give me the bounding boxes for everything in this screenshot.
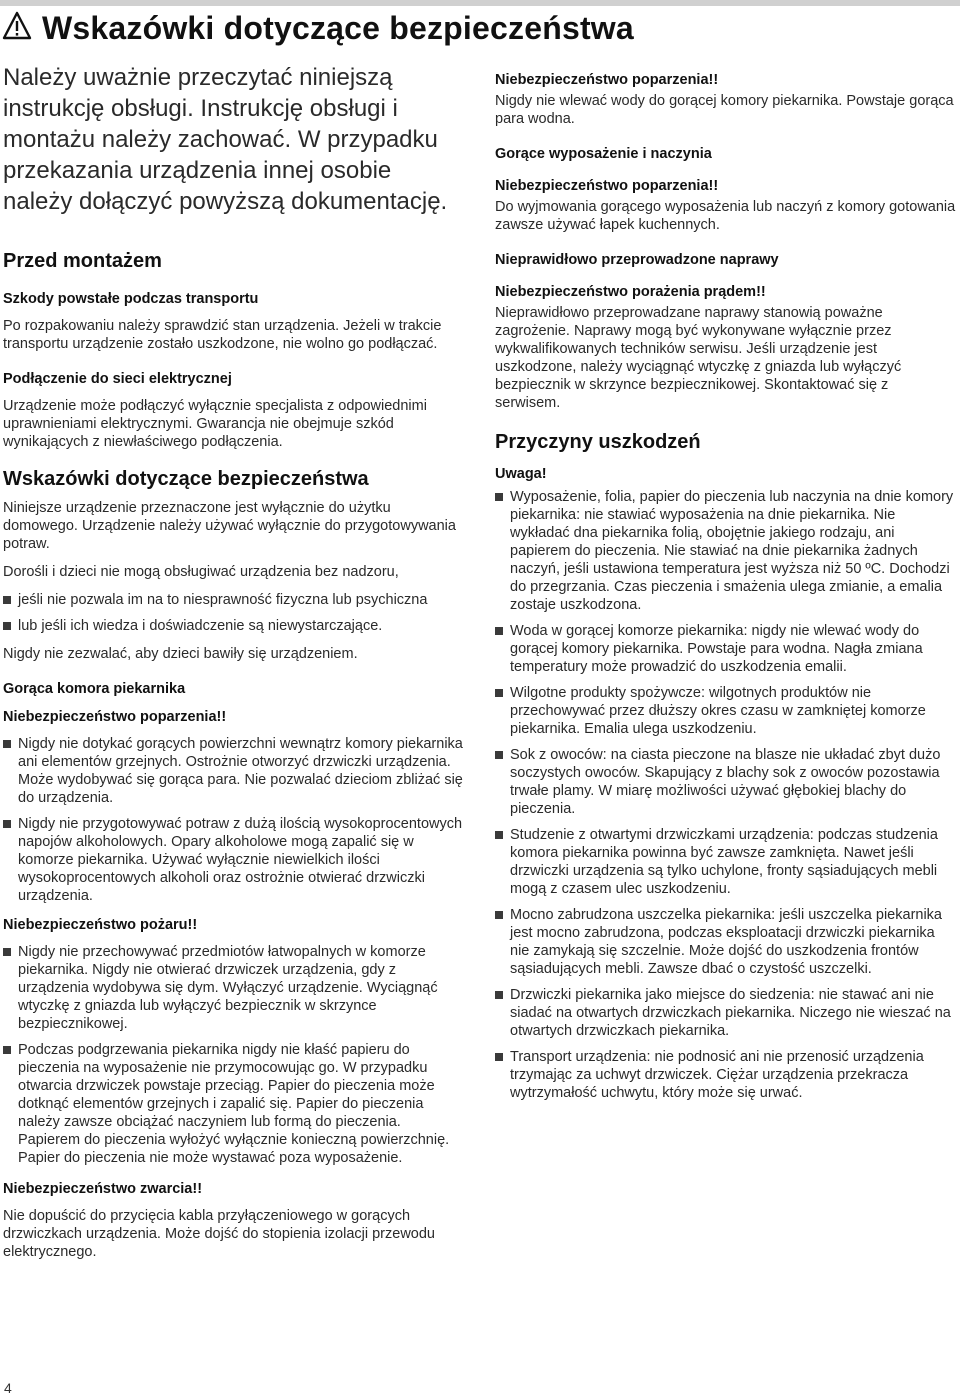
bullet-square-icon (3, 1046, 11, 1054)
intro-text: Należy uważnie przeczytać niniejszą instrukcję obsługi. Instrukcję obsługi i montażu należy zachować. W przypadku przekazania urządzenia innej osobie należy dołączyć powyższą dokumentację. (3, 64, 448, 215)
bullet-square-icon (495, 831, 503, 839)
list-item: lub jeśli ich wiedza i doświadczenie są niewystarczające. (3, 617, 465, 635)
list-item: jeśli nie pozwala im na to niesprawność fizyczna lub psychiczna (3, 591, 465, 609)
heading-poparzenie-right: Niebezpieczeństwo poparzenia!! (495, 72, 719, 88)
dzieci-note: Nigdy nie zezwalać, aby dzieci bawiły się urządzeniem. (3, 646, 358, 662)
list-item: Nigdy nie przygotowywać potraw z dużą ilością wysokoprocentowych napojów alkoholowych. Opary alkoholowe mogą zapalić się w komorze piekarnika. Używać wyłącznie niewielkich ilości wysokoprocentowych alkoholi oraz ostrożnie otwierać drzwiczki urządzenia. (3, 815, 465, 905)
list-item: Sok z owoców: na ciasta pieczone na blasze nie układać zbyt dużo soczystych owoców. Skapujący z blachy sok z owoców pozostawia trwałe plamy. W miarę możliwości używać głębokiej blachy do pieczenia. (495, 746, 957, 818)
list-item: Wilgotne produkty spożywcze: wilgotnych produktów nie przechowywać przez dłuższy okres czasu w zamkniętej komorze piekarnika. Emalia ulega uszkodzeniu. (495, 684, 957, 738)
bullet-square-icon (495, 493, 503, 501)
heading-transport: Szkody powstałe podczas transportu (3, 291, 259, 307)
list-item: Nigdy nie przechowywać przedmiotów łatwopalnych w komorze piekarnika. Nigdy nie otwierać drzwiczek urządzenia, gdy z urządzenia wydobywa się dym. Wyłączyć urządzenie. Wyciągnąć wtyczkę z gniazda lub wyłączyć bezpiecznik w skrzynce bezpiecznikowej. (3, 943, 465, 1033)
bullet-square-icon (3, 622, 11, 630)
heading-przyczyny: Przyczyny uszkodzeń (495, 431, 701, 453)
list-item: Podczas podgrzewania piekarnika nigdy nie kłaść papieru do pieczenia na wyposażenie nie przymocowując go. W przypadku otwarcia drzwiczek powstaje przeciąg. Papier do pieczenia może dotknąć elementów grzejnych i zapalić się. Papier do pieczenia należy zawsze obciążać naczyniem lub formą do pieczenia. Papierem do pieczenia wyłożyć wyłącznie konieczną powierzchnię. Papier do pieczenia nie może wystawać poza wyposażenie. (3, 1041, 465, 1167)
transport-text: Po rozpakowaniu należy sprawdzić stan urządzenia. Jeżeli w trakcie transportu urządzenie zostało uszkodzone, nie wolno go podłączać. (3, 318, 442, 352)
heading-wskazowki: Wskazówki dotyczące bezpieczeństwa (3, 468, 369, 490)
list-item: Mocno zabrudzona uszczelka piekarnika: jeśli uszczelka piekarnika jest mocno zabrudzona, podczas eksploatacji drzwiczki piekarnika nie zamykają się szczelnie. Może dojść do uszkodzenia frontów sąsiadujących mebli. Zawsze dbać o czystość uszczelki. (495, 906, 957, 978)
list-item: Woda w gorącej komorze piekarnika: nigdy nie wlewać wody do gorącej komory piekarnika. Powstaje para wodna. Nagła zmiana temperatury może prowadzić do uszkodzenia emalii. (495, 622, 957, 676)
heading-poparzenie: Niebezpieczeństwo poparzenia!! (3, 709, 227, 725)
heading-pozar: Niebezpieczeństwo pożaru!! (3, 917, 198, 933)
list-item: Nigdy nie dotykać gorących powierzchni wewnątrz komory piekarnika ani elementów grzejnych. Ostrożnie otworzyć drzwiczki urządzenia. Może wydobywać się gorąca para. Nie pozwalać dzieciom zbliżać się do urządzenia. (3, 735, 465, 807)
bullet-square-icon (3, 596, 11, 604)
poparzenie-list (3, 735, 465, 905)
bullet-square-icon (3, 820, 11, 828)
dzieci-list (3, 591, 465, 635)
bullet-square-icon (495, 991, 503, 999)
bullet-square-icon (495, 911, 503, 919)
dzieci-text: Dorośli i dzieci nie mogą obsługiwać urządzenia bez nadzoru, (3, 564, 399, 580)
bullet-square-icon (495, 627, 503, 635)
warning-icon (2, 11, 32, 41)
zwarcie-text: Nie dopuścić do przycięcia kabla przyłączeniowego w gorących drzwiczkach urządzenia. Może dojść do stopienia izolacji przewodu elektrycznego. (3, 1208, 435, 1260)
top-rule (0, 0, 960, 6)
heading-goraca-komora: Gorąca komora piekarnika (3, 681, 186, 697)
uwaga-label: Uwaga! (495, 466, 547, 482)
bullet-square-icon (3, 740, 11, 748)
list-item: Wyposażenie, folia, papier do pieczenia lub naczynia na dnie komory piekarnika: nie stawiać wyposażenia na dnie piekarnika. Nie wykładać dna piekarnika folią, obojętnie jakiego rodzaju, ani papierem do pieczenia. Nie stawiać na dnie piekarnika żadnych naczyń, jeśli ustawiona temperatura jest wyższa niż 50 ºC. Dochodzi do przegrzania. Czas pieczenia i smażenia ulega zmianie, a emalia zostaje uszkodzona. (495, 488, 957, 614)
pozar-list (3, 943, 465, 1167)
right-column (495, 70, 957, 1112)
page-number: 4 (4, 1380, 12, 1396)
heading-wyposazenie: Gorące wyposażenie i naczynia (495, 146, 712, 162)
list-item: Transport urządzenia: nie podnosić ani nie przenosić urządzenia trzymając za uchwyt drzwiczek. Ciężar urządzenia przekracza wytrzymałość uchwytu, który może się urwać. (495, 1048, 957, 1102)
wskazowki-text: Niniejsze urządzenie przeznaczone jest wyłącznie do użytku domowego. Urządzenie należy używać wyłącznie do przygotowywania potraw. (3, 500, 456, 552)
heading-przed-montazem: Przed montażem (3, 250, 162, 272)
bullet-square-icon (495, 1053, 503, 1061)
bullet-square-icon (495, 689, 503, 697)
przyczyny-list (495, 488, 957, 1102)
heading-siec: Podłączenie do sieci elektrycznej (3, 371, 232, 387)
left-column (3, 62, 465, 1277)
heading-zwarcie: Niebezpieczeństwo zwarcia!! (3, 1181, 203, 1197)
list-item: Drzwiczki piekarnika jako miejsce do siedzenia: nie stawać ani nie siadać na otwartych drzwiczkach piekarnika. Niczego nie wieszać na otwartych drzwiczkach piekarnika. (495, 986, 957, 1040)
bullet-square-icon (3, 948, 11, 956)
bullet-square-icon (495, 751, 503, 759)
page-title-text: Wskazówki dotyczące bezpieczeństwa (42, 10, 634, 46)
poparzenie-right-2-text: Do wyjmowania gorącego wyposażenia lub naczyń z komory gotowania zawsze używać łapek kuchennych. (495, 199, 956, 233)
heading-naprawy: Nieprawidłowo przeprowadzone naprawy (495, 252, 779, 268)
heading-porazenie: Niebezpieczeństwo porażenia prądem!! (495, 284, 766, 300)
page-title (2, 10, 634, 47)
siec-text: Urządzenie może podłączyć wyłącznie specjalista z odpowiednimi uprawnieniami elektrycznymi. Gwarancja nie obejmuje szkód wynikających z niewłaściwego podłączenia. (3, 398, 427, 450)
porazenie-text: Nieprawidłowo przeprowadzane naprawy stanowią poważne zagrożenie. Naprawy mogą być wykonywane wyłącznie przez wykwalifikowanych techników serwisu. Jeśli urządzenie jest uszkodzone, należy wyciągnąć wtyczkę z gniazda lub wyłączyć bezpiecznik w skrzynce bezpiecznikowej. Skontaktować się z serwisem. (495, 305, 902, 411)
heading-poparzenie-right-2: Niebezpieczeństwo poparzenia!! (495, 178, 719, 194)
poparzenie-right-text: Nigdy nie wlewać wody do gorącej komory piekarnika. Powstaje gorąca para wodna. (495, 93, 954, 127)
list-item: Studzenie z otwartymi drzwiczkami urządzenia: podczas studzenia komora piekarnika powinna być zawsze zamknięta. Nawet jeśli drzwiczki urządzenia są tylko uchylone, fronty sąsiadujących mebli mogą z czasem ulec uszkodzeniu. (495, 826, 957, 898)
